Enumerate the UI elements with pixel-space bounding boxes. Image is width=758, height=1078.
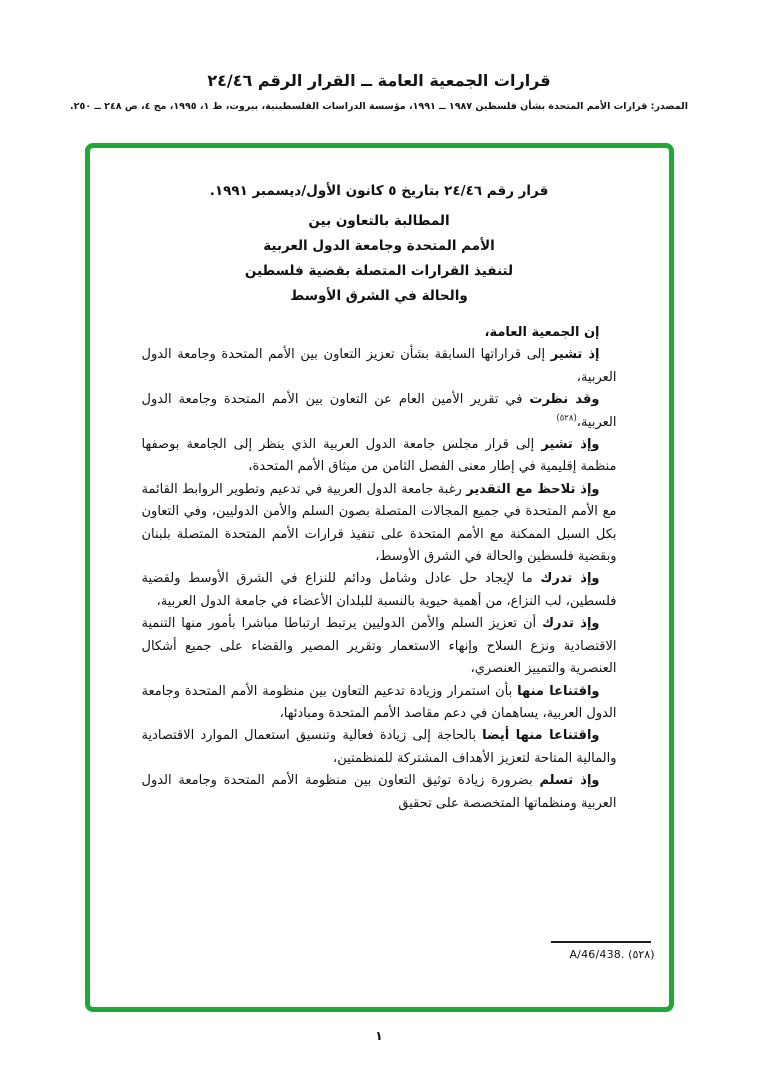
resolution-body (142, 322, 617, 815)
body-paragraph (142, 725, 617, 770)
resolution-subtitle (142, 209, 617, 309)
paragraph-text: ما لإيجاد حل عادل وشامل ودائم للنزاع في الشرق الأوسط ولقضية فلسطين، لب النزاع، من أهمية حيوية بالنسبة للبلدان الأعضاء في جامعة الدول العربية، (141, 571, 617, 609)
body-paragraph (142, 389, 617, 434)
footnote-ref: (٥٢٨) (556, 413, 577, 424)
page-number: ١ (375, 1028, 383, 1043)
paragraph-text: بالحاجة إلى زيادة فعالية وتنسيق استعمال الموارد الاقتصادية والمالية المتاحة لتعزيز الأهداف المشتركة للمنظمتين، (141, 728, 617, 766)
paragraph-lead: واقتناعا منها أيضا (482, 728, 600, 744)
paragraph-lead: وإذ تلاحظ مع التقدير (466, 481, 600, 497)
paragraph-text: رغبة جامعة الدول العربية في تدعيم وتطوير الروابط القائمة مع الأمم المتحدة في جميع المجالات المتصلة بصون السلم والأمن الدوليين، وفي التعاون بكل السبل الممكنة مع الأمم المتحدة على تنفيذ قرارات الأمم المتحدة المتصلة بلبنان وبقضية فلسطين والحالة في الشرق الأوسط، (141, 481, 617, 565)
body-paragraph (142, 479, 617, 569)
body-paragraph (142, 770, 617, 815)
paragraph-lead: وقد نظرت (529, 392, 600, 408)
paragraph-lead: وإذ تشير (541, 437, 600, 453)
body-paragraph (142, 568, 617, 613)
footnote-divider (551, 941, 651, 943)
paragraph-text: بضرورة زيادة توثيق التعاون بين منظومة الأمم المتحدة وجامعة الدول العربية ومنظماتها المتخصصة على تحقيق (141, 773, 617, 811)
body-paragraph (142, 613, 617, 680)
paragraph-lead: إذ تشير (550, 347, 600, 363)
page-header-title: قرارات الجمعية العامة ــ القرار الرقم ٢٤/٤٦ (207, 71, 551, 90)
body-paragraph (142, 434, 617, 479)
source-citation: المصدر: قرارات الأمم المتحدة بشأن فلسطين ١٩٨٧ ــ ١٩٩١، مؤسسة الدراسات الفلسطينية، بيروت، ط ١، ١٩٩٥، مج ٤، ص ٢٤٨ ــ ٢٥٠. (70, 101, 688, 112)
paragraph-text: إلى قرار مجلس جامعة الدول العربية الذي ينظر إلى الجامعة بوصفها منظمة إقليمية في إطار معنى الفصل الثامن من ميثاق الأمم المتحدة، (141, 437, 617, 475)
subtitle-line: الأمم المتحدة وجامعة الدول العربية (263, 238, 495, 254)
footnote-marker: (٥٢٨) (628, 948, 655, 961)
paragraph-text: أن تعزيز السلم والأمن الدوليين يرتبط ارتباطا مباشرا بأمور منها التنمية الاقتصادية ونزع السلاح وإنهاء الاستعمار وتقرير المصير والقضاء على جميع أشكال العنصرية والتمييز العنصري، (141, 616, 617, 677)
paragraph-text: بأن استمرار وزيادة تدعيم التعاون بين منظومة الأمم المتحدة وجامعة الدول العربية، يساهمان في دعم مقاصد الأمم المتحدة ومبادئها، (141, 683, 617, 721)
paragraph-lead: وإذ تدرك (542, 616, 600, 632)
paragraph-lead: واقتناعا منها (517, 683, 600, 699)
subtitle-line: المطالبة بالتعاون بين (308, 213, 450, 229)
paragraph-lead: وإذ تسلم (539, 773, 600, 789)
paragraph-lead: وإذ تدرك (540, 571, 600, 587)
resolution-frame (85, 143, 674, 1012)
subtitle-line: والحالة في الشرق الأوسط (290, 288, 468, 304)
footnote-text (535, 948, 655, 961)
body-paragraph (142, 681, 617, 726)
footnote-symbol: A/46/438. (569, 948, 625, 961)
paragraph-text: إلى قراراتها السابقة بشأن تعزيز التعاون بين الأمم المتحدة وجامعة الدول العربية، (141, 347, 617, 385)
resolution-title: قرار رقم ٢٤/٤٦ بتاريخ ٥ كانون الأول/ديسمبر ١٩٩١. (209, 183, 549, 199)
body-paragraph (142, 322, 617, 344)
paragraph-text: في تقرير الأمين العام عن التعاون بين الأمم المتحدة وجامعة الدول العربية، (141, 392, 617, 430)
subtitle-line: لتنفيذ القرارات المتصلة بقضية فلسطين (244, 263, 514, 279)
body-paragraph (142, 344, 617, 389)
paragraph-lead: إن الجمعية العامة، (484, 325, 600, 340)
footnote-block (535, 941, 655, 961)
